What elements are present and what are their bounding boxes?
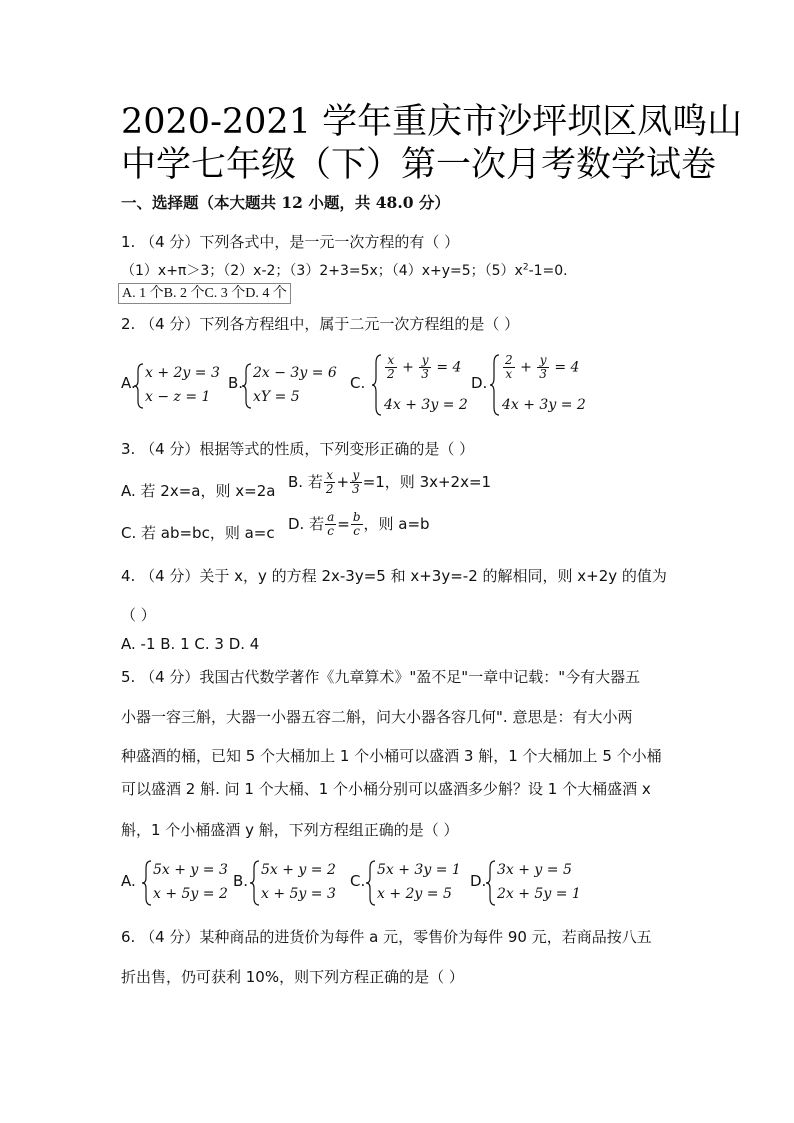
question-5-line-3: 种盛酒的桶，已知 5 个大桶加上 1 个小桶可以盛酒 3 斛，1 个大桶加上 5 个小桶	[121, 747, 662, 765]
question-6-line-2: 折出售，仍可获利 10%，则下列方程正确的是（ ）	[121, 968, 464, 986]
question-3-option-b: B. 若 $\frac{x}{2}$ + $\frac{y}{3}$ =1，则 3x+2x=1	[288, 468, 492, 496]
question-5-label-c: C.	[350, 872, 366, 890]
question-2-stem: 2. （4 分）下列各方程组中，属于二元一次方程组的是（ ）	[121, 315, 520, 333]
question-3-stem: 3. （4 分）根据等式的性质，下列变形正确的是（ ）	[121, 440, 475, 458]
question-1-options: A. 1 个B. 2 个C. 3 个D. 4 个	[118, 283, 291, 304]
question-5-label-d: D.	[470, 872, 487, 890]
question-3-option-d: D. 若 $\frac{a}{c}$ = $\frac{b}{c}$ ，则 a=b	[288, 510, 430, 538]
page-title-line-1: 2020-2021 学年重庆市沙坪坝区凤鸣山	[121, 102, 743, 142]
question-3-option-c: C. 若 ab=bc，则 a=c	[121, 524, 275, 542]
question-5-label-a: A.	[121, 872, 136, 890]
question-4-options: A. -1 B. 1 C. 3 D. 4	[121, 635, 260, 653]
question-1-stem: 1. （4 分）下列各式中，是一元一次方程的有（ ）	[121, 233, 460, 251]
question-4-stem: 4. （4 分）关于 x，y 的方程 2x-3y=5 和 x+3y=-2 的解相同，则 x+2y 的值为	[121, 567, 667, 585]
question-5-line-2: 小器一容三斛，大器一小器五容二斛，问大小器各容几何". 意思是：有大小两	[121, 708, 633, 726]
question-5-line-5: 斛，1 个小桶盛酒 y 斛，下列方程组正确的是（ ）	[121, 821, 459, 839]
question-1-conditions: （1）x+π＞3；（2）x-2；（3）2+3=5x；（4）x+y=5；$(5)x^2-1=0$.	[121, 262, 568, 279]
question-6-line-1: 6. （4 分）某种商品的进货价为每件 a 元，零售价为每件 90 元，若商品按八五	[121, 928, 652, 946]
question-3-option-a: A. 若 2x=a，则 x=2a	[121, 482, 276, 500]
question-4-paren: （ ）	[121, 606, 156, 624]
question-2-label-b: B.	[228, 374, 244, 392]
question-5-line-4: 可以盛酒 2 斛. 问 1 个大桶、1 个小桶分别可以盛酒多少斛？设 1 个大桶盛酒 x	[121, 780, 651, 798]
question-2-label-c: C.	[350, 374, 366, 392]
section-heading: 一、选择题（本大题共 12 小题，共 48.0 分）	[121, 193, 450, 212]
question-5-line-1: 5. （4 分）我国古代数学著作《九章算术》"盈不足"一章中记载："今有大器五	[121, 668, 641, 686]
question-5-label-b: B.	[233, 872, 249, 890]
page-title-line-2: 中学七年级（下）第一次月考数学试卷	[121, 145, 717, 185]
question-2-label-a: A.	[121, 374, 136, 392]
question-2-label-d: D.	[471, 374, 488, 392]
